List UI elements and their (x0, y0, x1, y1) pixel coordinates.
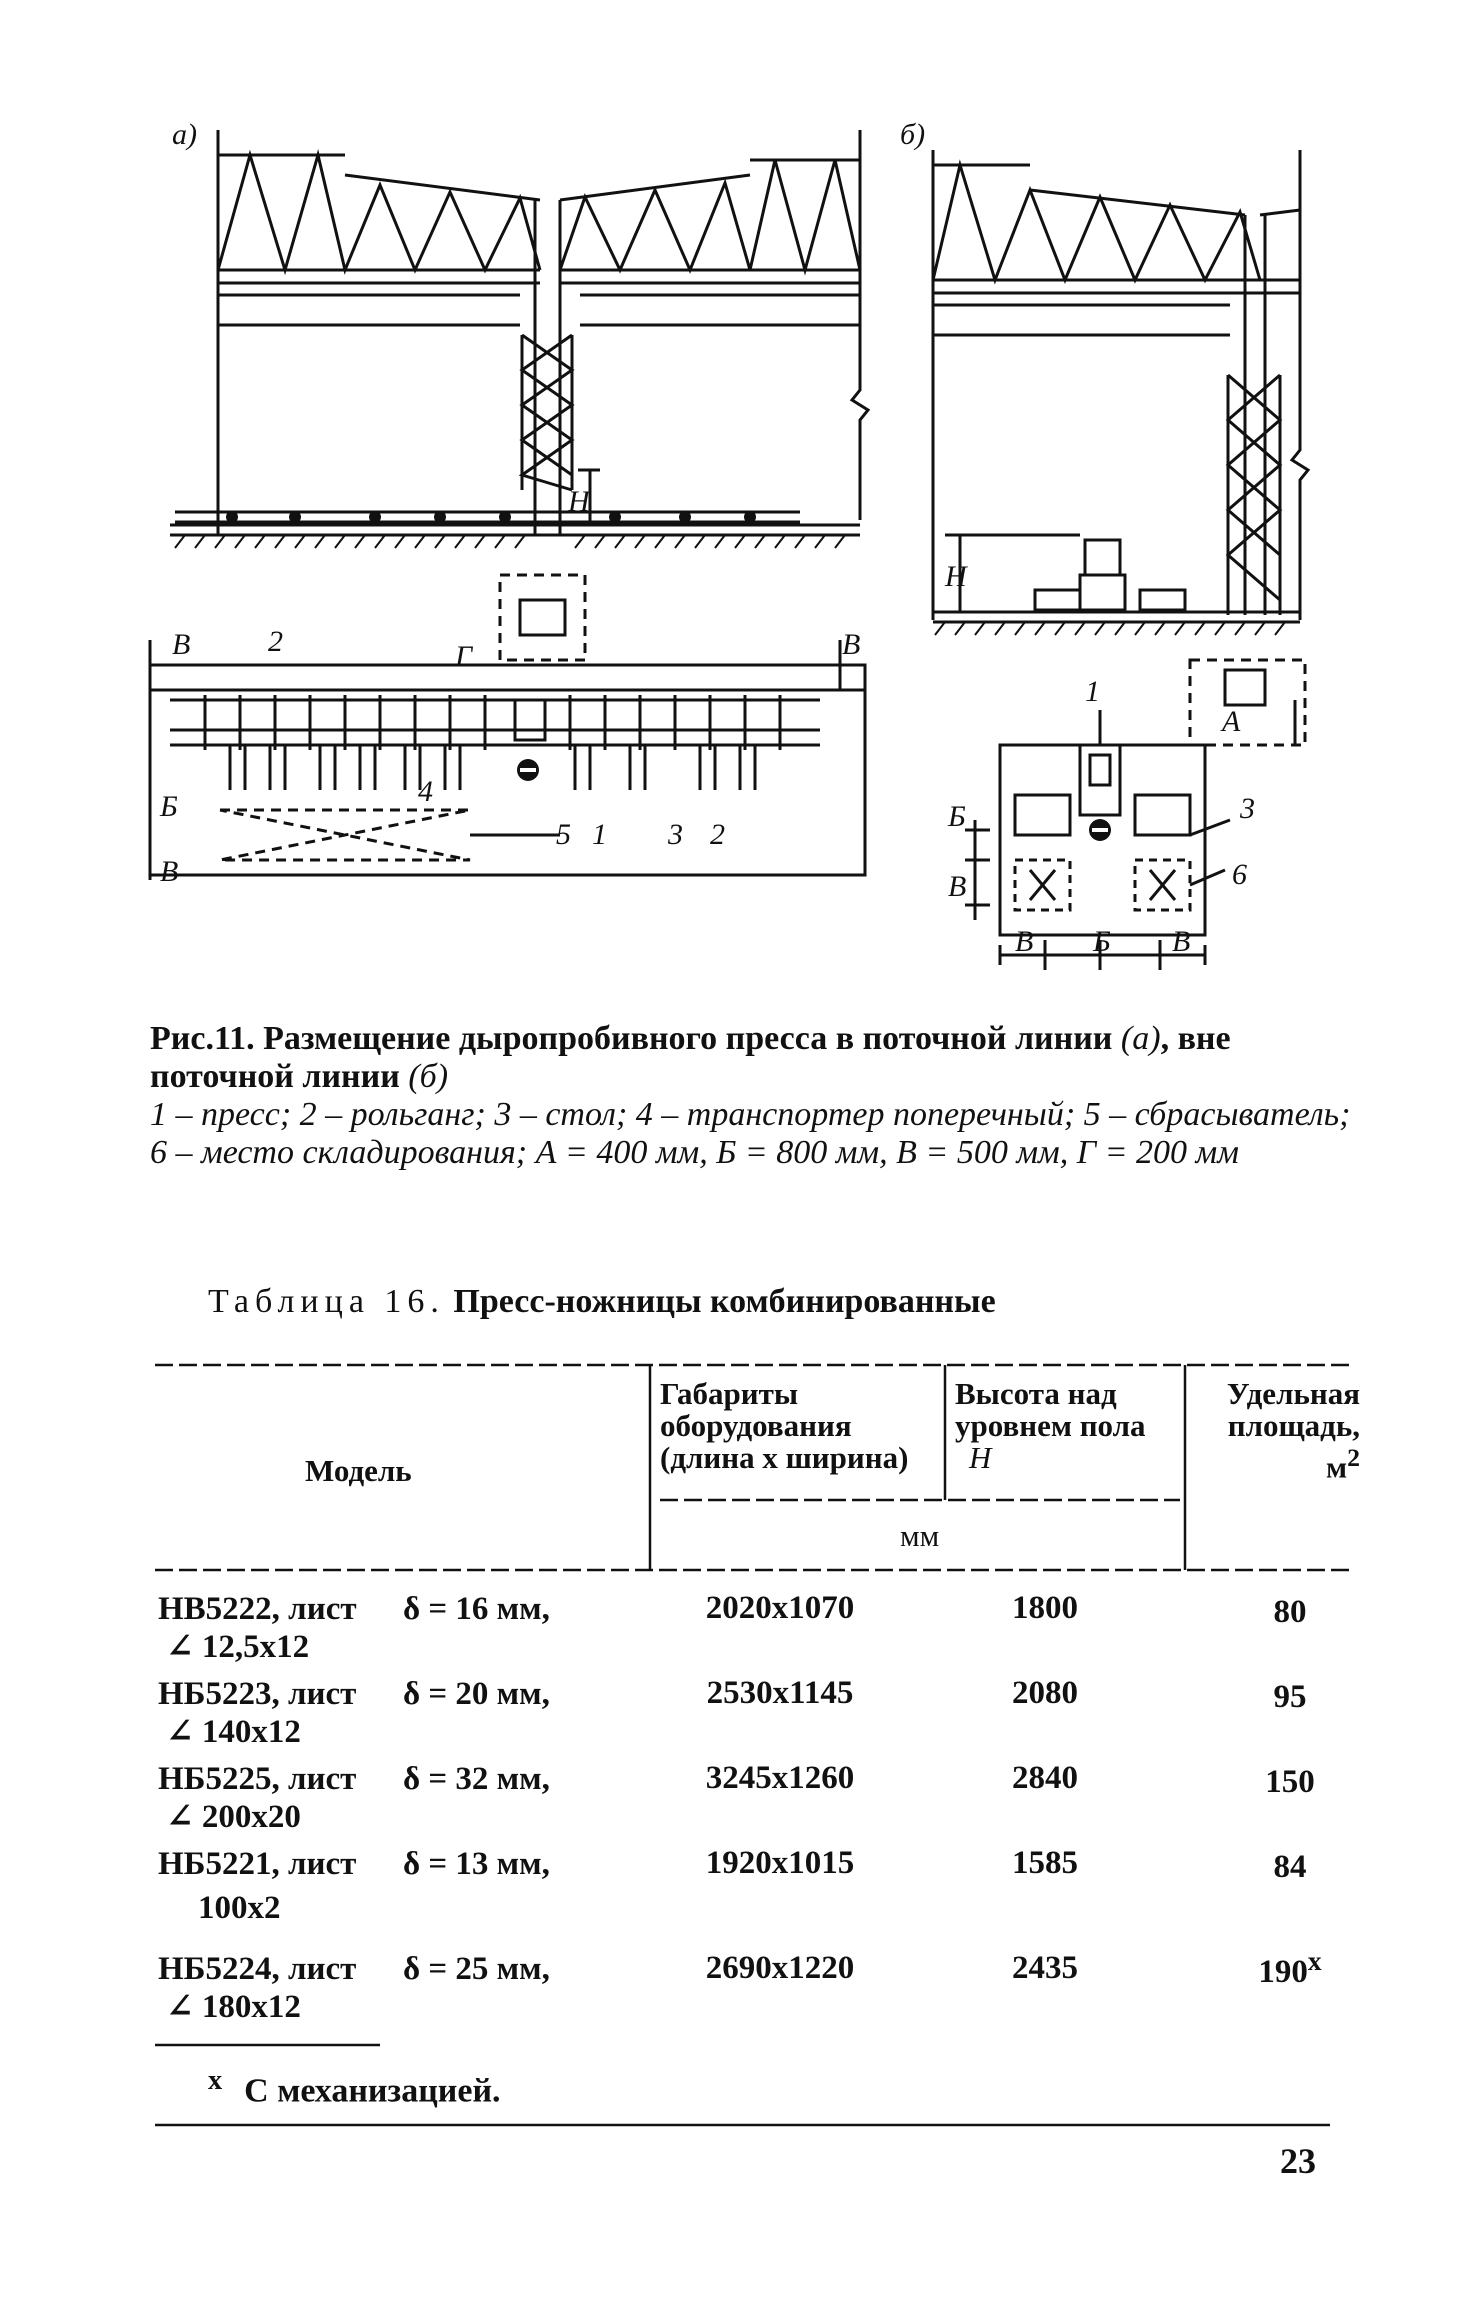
row-model: НБ5221, лист (158, 1846, 357, 1882)
footnote (208, 2065, 501, 2110)
row-area-mark: х (1307, 1945, 1322, 1976)
row-thickness: δ = 16 мм, (403, 1591, 550, 1627)
label-v-dim-left: В (1015, 925, 1034, 958)
row-dims: 2020х1070 (705, 1590, 855, 1626)
label-a-dim: А (1222, 705, 1241, 738)
label-h-a: Н (568, 485, 590, 518)
row-thickness: δ = 13 мм, (403, 1846, 550, 1882)
label-v-left-bottom: В (160, 855, 179, 888)
figure (0, 0, 1476, 1000)
table-row (158, 1845, 618, 1933)
label-2-top: 2 (268, 625, 283, 658)
caption-heading-a: (а) (1120, 1020, 1161, 1057)
table-title-prefix: Таблица 16. (208, 1283, 445, 1320)
row-thickness: δ = 20 мм, (403, 1676, 550, 1712)
page-number: 23 (1280, 2141, 1316, 2181)
row-thickness: δ = 32 мм, (403, 1761, 550, 1797)
figure-caption (150, 1020, 1355, 1172)
label-v-left: В (172, 628, 191, 661)
label-b-dim: Б (1093, 925, 1111, 958)
label-3-b: 3 (1240, 792, 1255, 825)
row-thickness: δ = 25 мм, (403, 1951, 550, 1987)
header-area-unit: м (1325, 1449, 1348, 1485)
header-height (955, 1378, 1180, 1474)
caption-heading-b: (б) (408, 1058, 449, 1095)
drawing-b-plan (0, 0, 1476, 1000)
row-model: НБ5225, лист (158, 1761, 357, 1797)
label-a: а) (172, 118, 197, 151)
row-area (1235, 1945, 1345, 1991)
header-height-text: Высота над уровнем пола (955, 1376, 1146, 1443)
footnote-text: С механизацией. (244, 2072, 501, 2110)
row-model: НБ5224, лист (158, 1951, 357, 1987)
caption-legend: 1 – пресс; 2 – рольганг; 3 – стол; 4 – транспортер поперечный; 5 – сбрасыватель; 6 – место складирования; А = 400 мм, Б = 800 мм, В = 500 мм, Г = 200 мм (150, 1096, 1351, 1171)
row-model: НБ5223, лист (158, 1676, 357, 1712)
footnote-mark: х (208, 2065, 223, 2096)
header-area (1200, 1378, 1360, 1483)
table-title (208, 1283, 996, 1321)
table-row (158, 1950, 618, 2026)
header-model: Модель (305, 1453, 412, 1488)
label-1-a: 1 (592, 818, 607, 851)
row-angle: ∠ 200х20 (166, 1799, 301, 1835)
label-v-right: В (842, 628, 861, 661)
row-dims: 3245х1260 (705, 1760, 855, 1796)
row-area-value: 80 (1273, 1594, 1307, 1630)
label-b: б) (900, 118, 926, 151)
row-dims: 1920х1015 (705, 1845, 855, 1881)
row-area-value: 95 (1273, 1679, 1307, 1715)
row-area (1235, 1585, 1345, 1631)
row-height: 2080 (1012, 1675, 1078, 1711)
label-5: 5 (556, 818, 571, 851)
row-area (1235, 1670, 1345, 1716)
label-3-a: 3 (668, 818, 683, 851)
header-area-unit-sup: 2 (1347, 1443, 1360, 1472)
row-angle: ∠ 180х12 (166, 1989, 301, 2025)
label-4: 4 (418, 775, 433, 808)
row-angle: 100х2 (198, 1890, 281, 1926)
row-area-value: 84 (1273, 1849, 1307, 1885)
caption-heading-mid: , вне поточной линии (150, 1020, 1231, 1095)
header-dims: Габариты оборудования (длина х ширина) (660, 1376, 909, 1475)
header-mm: мм (900, 1518, 940, 1553)
header-area-text: Удельная площадь, (1226, 1376, 1360, 1443)
label-h-b: Н (945, 560, 967, 593)
table-row (158, 1760, 618, 1836)
row-angle: ∠ 12,5х12 (166, 1629, 310, 1665)
row-height: 1585 (1012, 1845, 1078, 1881)
row-height: 1800 (1012, 1590, 1078, 1626)
row-height: 2840 (1012, 1760, 1078, 1796)
row-dims: 2690х1220 (705, 1950, 855, 1986)
row-area (1235, 1755, 1345, 1801)
label-b-left: Б (160, 790, 178, 823)
label-v-dim-right: В (1172, 925, 1191, 958)
label-b-vert: Б (948, 800, 966, 833)
label-g: Г (455, 640, 473, 673)
row-height: 2435 (1012, 1950, 1078, 1986)
row-area (1235, 1840, 1345, 1886)
label-6: 6 (1232, 858, 1247, 891)
row-area-value: 150 (1265, 1764, 1315, 1800)
caption-heading: Рис.11. Размещение дыропробивного пресса в поточной линии (150, 1020, 1113, 1057)
table-row (158, 1590, 618, 1666)
row-angle: ∠ 140х12 (166, 1714, 301, 1750)
label-2-a: 2 (710, 818, 725, 851)
label-1-b: 1 (1085, 675, 1100, 708)
row-area-value: 190 (1258, 1954, 1308, 1990)
table-row (158, 1675, 618, 1751)
header-height-symbol: Н (969, 1440, 992, 1475)
row-model: НВ5222, лист (158, 1591, 357, 1627)
table-title-text: Пресс-ножницы комбинированные (453, 1283, 996, 1320)
row-dims: 2530х1145 (706, 1675, 854, 1711)
label-v-vert: В (948, 870, 967, 903)
